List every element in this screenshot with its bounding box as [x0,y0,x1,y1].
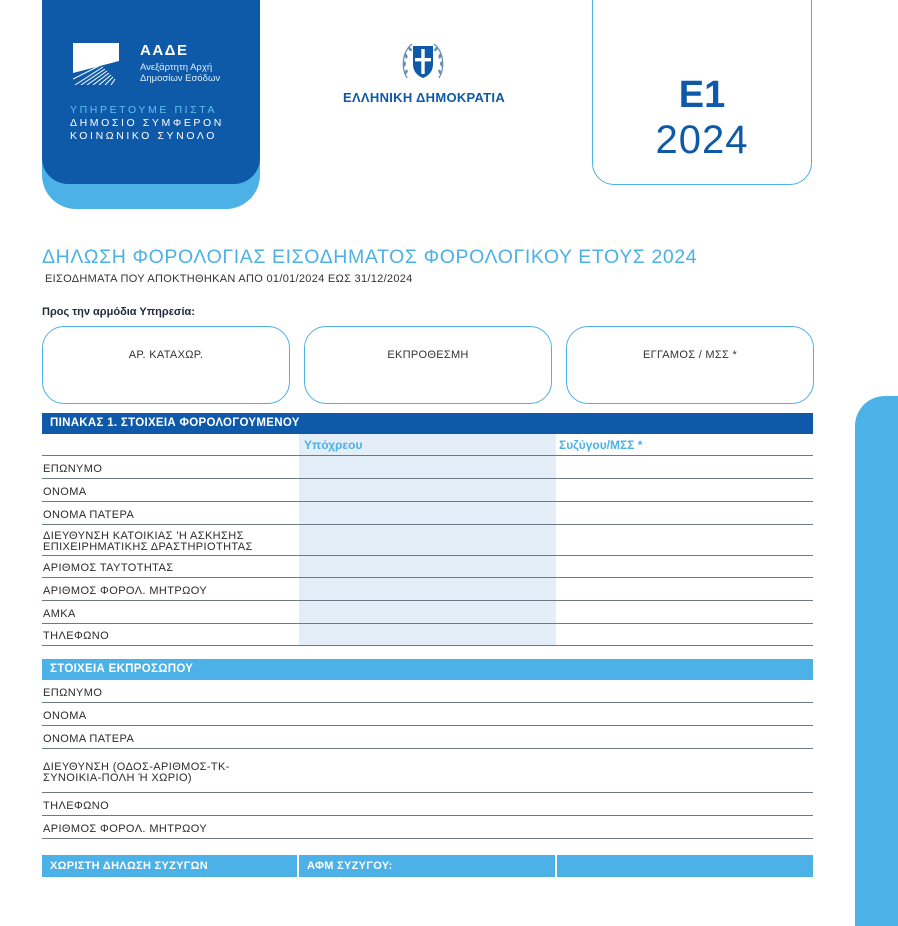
row-label-address-line1: ΔΙΕΥΘΥΝΣΗ ΚΑΤΟΙΚΙΑΣ 'Η ΑΣΚΗΣΗΣ [43,530,244,542]
row-label-surname: ΕΠΩΝΥΜΟ [43,463,103,475]
table-row[interactable] [42,479,813,502]
logo-subtitle-line2: Δημοσίων Εσόδων [140,73,221,84]
row-label-address-line2: ΕΠΙΧΕΙΡΗΜΑΤΙΚΗΣ ΔΡΑΣΤΗΡΙΟΤΗΤΑΣ [43,541,253,553]
aade-logo-icon [73,43,119,85]
form-code: E1 [678,74,726,116]
table-row[interactable] [42,681,813,703]
married-status-box[interactable] [566,326,814,404]
registration-number-box[interactable] [42,326,290,404]
greek-coat-of-arms-icon [400,38,446,86]
table-row[interactable] [42,502,813,525]
separate-declaration-toggle[interactable] [42,855,297,877]
aade-logo-title: ΑΑΔΕ [140,42,189,59]
late-filing-label: ΕΚΠΡΟΘΕΣΜΗ [387,349,469,361]
form-year: 2024 [655,118,749,162]
rep-label-address-line1: ΔΙΕΥΘΥΝΣΗ (ΟΔΟΣ-ΑΡΙΘΜΟΣ-ΤΚ- [43,761,230,773]
rep-label-phone: ΤΗΛΕΦΩΝΟ [43,800,110,812]
late-filing-box[interactable] [304,326,552,404]
representative-title: ΣΤΟΙΧΕΙΑ ΕΚΠΡΟΣΩΠΟΥ [50,663,194,675]
spouse-afm-value [557,860,565,872]
row-label-name: ΟΝΟΜΑ [43,486,87,498]
rep-label-father-name: ΟΝΟΜΑ ΠΑΤΕΡΑ [43,733,135,745]
row-label-amka: ΑΜΚΑ [43,608,76,620]
table-row[interactable] [42,749,813,793]
motto-line1: ΥΠΗΡΕΤΟΥΜΕ ΠΙΣΤΑ [70,104,218,116]
motto-line2: ΔΗΜΟΣΙΟ ΣΥΜΦΕΡΟΝ [70,117,224,129]
logo-subtitle-line1: Ανεξάρτητη Αρχή [140,62,213,73]
table-row[interactable] [42,726,813,749]
recipient-label: Προς την αρμόδια Υπηρεσία: [42,306,195,318]
row-label-id-number: ΑΡΙΘΜΟΣ ΤΑΥΤΟΤΗΤΑΣ [43,562,174,574]
representative-header [42,659,813,680]
row-label-tax-id: ΑΡΙΘΜΟΣ ΦΟΡΟΛ. ΜΗΤΡΩΟΥ [43,585,208,597]
document-title: ΔΗΛΩΣΗ ΦΟΡΟΛΟΓΙΑΣ ΕΙΣΟΔΗΜΑΤΟΣ ΦΟΡΟΛΟΓΙΚΟΥ ΕΤΟΥΣ 2024 [42,246,698,268]
table1-header [42,413,813,434]
table-row[interactable] [42,556,813,578]
rep-label-address-line2: ΣΥΝΟΙΚΙΑ-ΠΟΛΗ Ή ΧΩΡΙΟ) [43,772,192,784]
table-row[interactable] [42,703,813,726]
spouse-afm-input[interactable] [557,855,813,877]
married-status-label: ΕΓΓΑΜΟΣ / ΜΣΣ * [642,349,738,361]
separate-declaration-label: ΧΩΡΙΣΤΗ ΔΗΛΩΣΗ ΣΥΖΥΓΩΝ [50,860,209,872]
table1-title: ΠΙΝΑΚΑΣ 1. ΣΤΟΙΧΕΙΑ ΦΟΡΟΛΟΓΟΥΜΕΝΟΥ [50,417,300,429]
aade-logo-subtitle [140,62,220,84]
table-row[interactable] [42,578,813,601]
motto-line3: ΚΟΙΝΩΝΙΚΟ ΣΥΝΟΛΟ [70,130,218,142]
table-row[interactable] [42,793,813,816]
table1-header-row [42,434,813,456]
table-row[interactable] [42,456,813,479]
decorative-side-strip [855,396,898,926]
row-label-father-name: ΟΝΟΜΑ ΠΑΤΕΡΑ [43,509,135,521]
aade-motto [70,104,250,143]
hellenic-republic-label: ΕΛΛΗΝΙΚΗ ΔΗΜΟΚΡΑΤΙΑ [342,90,506,105]
table-row[interactable] [42,601,813,624]
registration-number-label: ΑΡ. ΚΑΤΑΧΩΡ. [128,349,204,361]
row-label-phone: ΤΗΛΕΦΩΝΟ [43,630,110,642]
row-label-address [43,531,253,553]
table-row[interactable] [42,816,813,839]
rep-label-address [43,762,230,784]
rep-label-name: ΟΝΟΜΑ [43,710,87,722]
document-subtitle: ΕΙΣΟΔΗΜΑΤΑ ΠΟΥ ΑΠΟΚΤΗΘΗΚΑΝ ΑΠΟ 01/01/2024 ΕΩΣ 31/12/2024 [45,273,413,285]
col-header-spouse: Συζύγου/ΜΣΣ * [559,438,643,452]
aade-logo-block [42,0,260,184]
spouse-afm-label: ΑΦΜ ΣΥΖΥΓΟΥ: [307,860,393,872]
table-row[interactable] [42,624,813,646]
spouse-afm-label-cell [299,855,555,877]
rep-label-tax-id: ΑΡΙΘΜΟΣ ΦΟΡΟΛ. ΜΗΤΡΩΟΥ [43,823,208,835]
col-header-obligor: Υπόχρεου [304,438,363,452]
rep-label-surname: ΕΠΩΝΥΜΟ [43,687,103,699]
table-row[interactable] [42,525,813,556]
